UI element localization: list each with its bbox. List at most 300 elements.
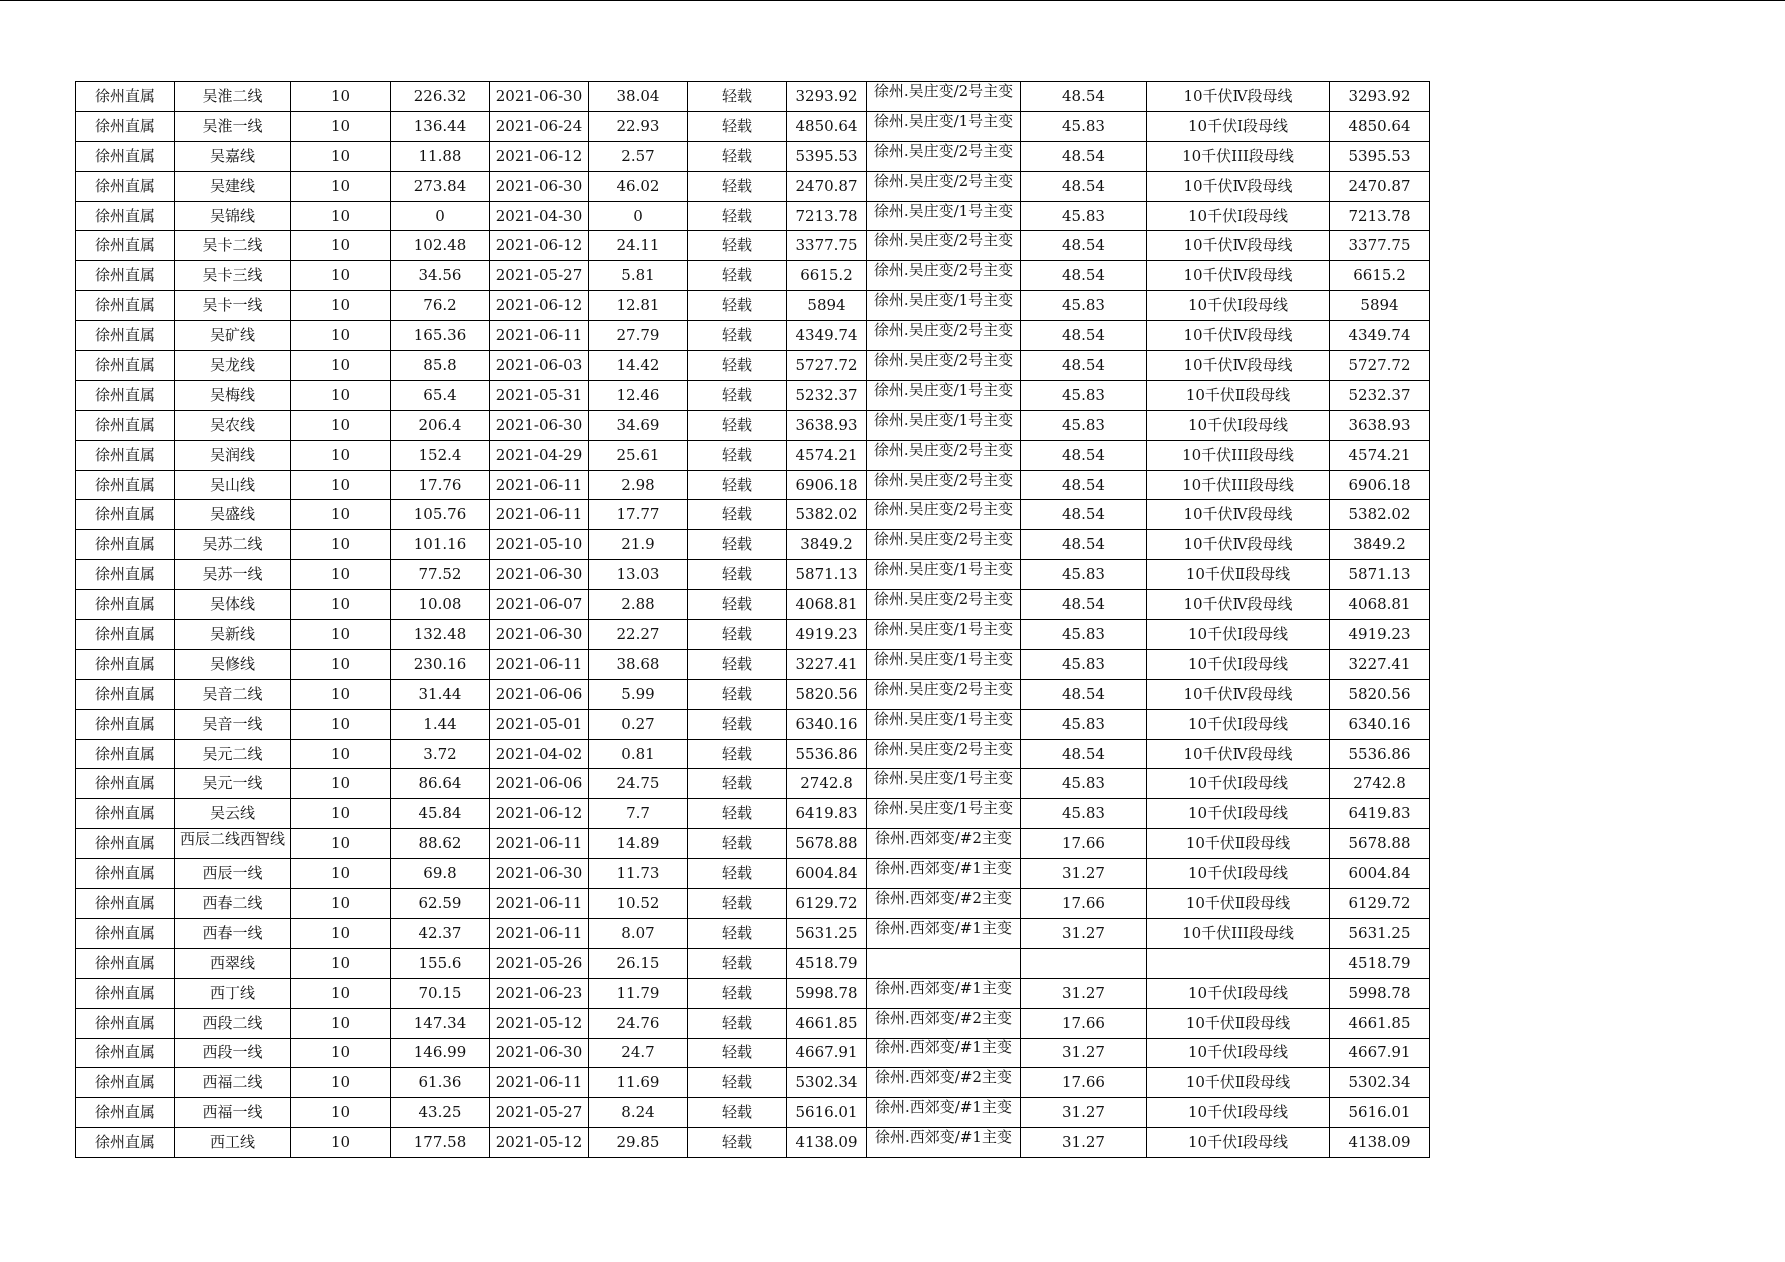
current-cell: 61.36 [391, 1068, 490, 1098]
capacity-cell: 5998.78 [787, 978, 867, 1008]
transformer-load-cell: 17.66 [1021, 1008, 1147, 1038]
status-cell: 轻载 [688, 709, 787, 739]
load-rate-cell: 0.81 [589, 739, 688, 769]
table-row [76, 380, 1430, 410]
date-cell: 2021-06-30 [490, 859, 589, 889]
table-row [76, 948, 1430, 978]
source-transformer-text: 徐州.吴庄变/1号主变 [873, 620, 1014, 638]
source-transformer-cell [867, 560, 1021, 590]
table-row [76, 321, 1430, 351]
capacity-cell: 5302.34 [787, 1068, 867, 1098]
source-transformer-cell [867, 231, 1021, 261]
line-name-cell: 西春一线 [175, 918, 291, 948]
company-cell: 徐州直属 [76, 679, 175, 709]
current-cell: 1.44 [391, 709, 490, 739]
available-capacity-cell: 5616.01 [1330, 1098, 1430, 1128]
current-cell: 165.36 [391, 321, 490, 351]
transformer-load-cell: 45.83 [1021, 111, 1147, 141]
line-name-cell: 吴元一线 [175, 769, 291, 799]
busbar-cell: 10千伏Ⅳ段母线 [1147, 171, 1330, 201]
voltage-cell: 10 [291, 321, 391, 351]
company-cell: 徐州直属 [76, 829, 175, 859]
capacity-cell: 3638.93 [787, 410, 867, 440]
busbar-cell: 10千伏Ⅱ段母线 [1147, 889, 1330, 919]
transformer-load-cell: 31.27 [1021, 1098, 1147, 1128]
voltage-cell: 10 [291, 1038, 391, 1068]
load-rate-cell: 24.76 [589, 1008, 688, 1038]
table-row [76, 1038, 1430, 1068]
available-capacity-cell: 5302.34 [1330, 1068, 1430, 1098]
current-cell: 31.44 [391, 679, 490, 709]
current-cell: 152.4 [391, 440, 490, 470]
busbar-cell: 10千伏Ⅳ段母线 [1147, 530, 1330, 560]
date-cell: 2021-05-01 [490, 709, 589, 739]
date-cell: 2021-06-30 [490, 410, 589, 440]
source-transformer-cell [867, 1068, 1021, 1098]
capacity-cell: 5395.53 [787, 141, 867, 171]
capacity-cell: 5871.13 [787, 560, 867, 590]
line-name-cell: 吴农线 [175, 410, 291, 440]
status-cell: 轻载 [688, 201, 787, 231]
voltage-cell: 10 [291, 918, 391, 948]
line-name-cell: 吴盛线 [175, 500, 291, 530]
transformer-load-cell: 17.66 [1021, 889, 1147, 919]
current-cell: 85.8 [391, 351, 490, 381]
table-row [76, 201, 1430, 231]
status-cell: 轻载 [688, 82, 787, 112]
line-name-cell: 吴音一线 [175, 709, 291, 739]
available-capacity-cell: 7213.78 [1330, 201, 1430, 231]
company-cell: 徐州直属 [76, 1008, 175, 1038]
date-cell: 2021-05-26 [490, 948, 589, 978]
status-cell: 轻载 [688, 171, 787, 201]
source-transformer-cell [867, 799, 1021, 829]
status-cell: 轻载 [688, 859, 787, 889]
table-row [76, 709, 1430, 739]
current-cell: 45.84 [391, 799, 490, 829]
source-transformer-cell [867, 829, 1021, 859]
date-cell: 2021-06-30 [490, 620, 589, 650]
busbar-cell: 10千伏Ⅳ段母线 [1147, 500, 1330, 530]
load-rate-cell: 0.27 [589, 709, 688, 739]
table-row [76, 470, 1430, 500]
source-transformer-text: 徐州.吴庄变/2号主变 [873, 441, 1014, 459]
source-transformer-text: 徐州.吴庄变/2号主变 [873, 232, 1014, 250]
available-capacity-cell: 6906.18 [1330, 470, 1430, 500]
current-cell: 101.16 [391, 530, 490, 560]
table-row [76, 171, 1430, 201]
table-row [76, 141, 1430, 171]
capacity-cell: 6906.18 [787, 470, 867, 500]
line-name-cell: 吴嘉线 [175, 141, 291, 171]
source-transformer-text: 徐州.吴庄变/1号主变 [873, 292, 1014, 310]
company-cell: 徐州直属 [76, 978, 175, 1008]
source-transformer-text: 徐州.西郊变/#1主变 [875, 919, 1012, 937]
voltage-cell: 10 [291, 948, 391, 978]
line-name-cell: 吴苏二线 [175, 530, 291, 560]
voltage-cell: 10 [291, 141, 391, 171]
source-transformer-cell [867, 1098, 1021, 1128]
available-capacity-cell: 4574.21 [1330, 440, 1430, 470]
source-transformer-cell [867, 201, 1021, 231]
date-cell: 2021-05-12 [490, 1008, 589, 1038]
load-rate-cell: 46.02 [589, 171, 688, 201]
transformer-load-cell: 48.54 [1021, 440, 1147, 470]
source-transformer-cell [867, 261, 1021, 291]
capacity-cell: 5536.86 [787, 739, 867, 769]
company-cell: 徐州直属 [76, 918, 175, 948]
capacity-cell: 5382.02 [787, 500, 867, 530]
status-cell: 轻载 [688, 769, 787, 799]
capacity-cell: 6129.72 [787, 889, 867, 919]
available-capacity-cell: 4850.64 [1330, 111, 1430, 141]
voltage-cell: 10 [291, 470, 391, 500]
available-capacity-cell: 4667.91 [1330, 1038, 1430, 1068]
status-cell: 轻载 [688, 111, 787, 141]
source-transformer-text: 徐州.吴庄变/1号主变 [873, 650, 1014, 668]
table-row [76, 231, 1430, 261]
source-transformer-cell [867, 440, 1021, 470]
capacity-cell: 5616.01 [787, 1098, 867, 1128]
busbar-cell: 10千伏Ⅰ段母线 [1147, 1128, 1330, 1158]
transformer-load-cell: 48.54 [1021, 231, 1147, 261]
status-cell: 轻载 [688, 799, 787, 829]
load-rate-cell: 14.42 [589, 351, 688, 381]
source-transformer-cell [867, 410, 1021, 440]
transformer-load-cell: 45.83 [1021, 201, 1147, 231]
transformer-load-cell: 31.27 [1021, 1128, 1147, 1158]
company-cell: 徐州直属 [76, 948, 175, 978]
voltage-cell: 10 [291, 620, 391, 650]
company-cell: 徐州直属 [76, 769, 175, 799]
load-rate-cell: 8.07 [589, 918, 688, 948]
line-name-cell: 吴新线 [175, 620, 291, 650]
company-cell: 徐州直属 [76, 141, 175, 171]
company-cell: 徐州直属 [76, 739, 175, 769]
busbar-cell: 10千伏Ⅰ段母线 [1147, 709, 1330, 739]
load-rate-cell: 2.88 [589, 590, 688, 620]
status-cell: 轻载 [688, 500, 787, 530]
available-capacity-cell: 6615.2 [1330, 261, 1430, 291]
company-cell: 徐州直属 [76, 500, 175, 530]
company-cell: 徐州直属 [76, 201, 175, 231]
company-cell: 徐州直属 [76, 649, 175, 679]
available-capacity-cell: 4661.85 [1330, 1008, 1430, 1038]
source-transformer-text: 徐州.吴庄变/1号主变 [873, 770, 1014, 788]
available-capacity-cell: 3227.41 [1330, 649, 1430, 679]
source-transformer-cell [867, 769, 1021, 799]
company-cell: 徐州直属 [76, 410, 175, 440]
source-transformer-text: 徐州.吴庄变/1号主变 [873, 411, 1014, 429]
company-cell: 徐州直属 [76, 231, 175, 261]
status-cell: 轻载 [688, 410, 787, 440]
current-cell: 10.08 [391, 590, 490, 620]
load-rate-cell: 2.57 [589, 141, 688, 171]
load-rate-cell: 11.79 [589, 978, 688, 1008]
line-name-cell: 吴润线 [175, 440, 291, 470]
voltage-cell: 10 [291, 978, 391, 1008]
source-transformer-cell [867, 649, 1021, 679]
company-cell: 徐州直属 [76, 440, 175, 470]
capacity-cell: 3377.75 [787, 231, 867, 261]
transformer-load-cell: 31.27 [1021, 859, 1147, 889]
source-transformer-text: 徐州.吴庄变/2号主变 [873, 322, 1014, 340]
status-cell: 轻载 [688, 739, 787, 769]
date-cell: 2021-06-30 [490, 1038, 589, 1068]
date-cell: 2021-06-30 [490, 560, 589, 590]
table-row [76, 351, 1430, 381]
busbar-cell: 10千伏Ⅱ段母线 [1147, 380, 1330, 410]
available-capacity-cell: 4138.09 [1330, 1128, 1430, 1158]
source-transformer-cell [867, 1038, 1021, 1068]
table-row [76, 978, 1430, 1008]
voltage-cell: 10 [291, 560, 391, 590]
busbar-cell: 10千伏Ⅳ段母线 [1147, 679, 1330, 709]
available-capacity-cell: 6129.72 [1330, 889, 1430, 919]
busbar-cell: 10千伏Ⅰ段母线 [1147, 291, 1330, 321]
current-cell: 105.76 [391, 500, 490, 530]
capacity-cell: 6340.16 [787, 709, 867, 739]
transformer-load-cell: 48.54 [1021, 590, 1147, 620]
current-cell: 0 [391, 201, 490, 231]
available-capacity-cell: 5727.72 [1330, 351, 1430, 381]
voltage-cell: 10 [291, 380, 391, 410]
load-rate-cell: 5.99 [589, 679, 688, 709]
available-capacity-cell: 2470.87 [1330, 171, 1430, 201]
date-cell: 2021-05-27 [490, 1098, 589, 1128]
current-cell: 273.84 [391, 171, 490, 201]
table-row [76, 1098, 1430, 1128]
date-cell: 2021-06-11 [490, 321, 589, 351]
line-name-cell: 吴梅线 [175, 380, 291, 410]
available-capacity-cell: 4068.81 [1330, 590, 1430, 620]
transformer-load-cell: 48.54 [1021, 351, 1147, 381]
capacity-cell: 5678.88 [787, 829, 867, 859]
source-transformer-text: 徐州.吴庄变/2号主变 [873, 591, 1014, 609]
company-cell: 徐州直属 [76, 799, 175, 829]
date-cell: 2021-06-12 [490, 291, 589, 321]
busbar-cell: 10千伏Ⅰ段母线 [1147, 620, 1330, 650]
busbar-cell: 10千伏III段母线 [1147, 918, 1330, 948]
available-capacity-cell: 3293.92 [1330, 82, 1430, 112]
date-cell: 2021-06-23 [490, 978, 589, 1008]
voltage-cell: 10 [291, 261, 391, 291]
date-cell: 2021-06-30 [490, 171, 589, 201]
voltage-cell: 10 [291, 709, 391, 739]
line-name-cell: 吴锦线 [175, 201, 291, 231]
line-name-cell: 吴体线 [175, 590, 291, 620]
current-cell: 226.32 [391, 82, 490, 112]
capacity-cell: 5232.37 [787, 380, 867, 410]
company-cell: 徐州直属 [76, 261, 175, 291]
capacity-cell: 5894 [787, 291, 867, 321]
busbar-cell: 10千伏Ⅰ段母线 [1147, 1038, 1330, 1068]
line-name-cell: 西辰一线 [175, 859, 291, 889]
date-cell: 2021-06-24 [490, 111, 589, 141]
current-cell: 62.59 [391, 889, 490, 919]
date-cell: 2021-04-02 [490, 739, 589, 769]
source-transformer-cell [867, 709, 1021, 739]
table-row [76, 261, 1430, 291]
capacity-cell: 4661.85 [787, 1008, 867, 1038]
date-cell: 2021-06-11 [490, 470, 589, 500]
line-name-cell: 吴矿线 [175, 321, 291, 351]
busbar-cell: 10千伏Ⅳ段母线 [1147, 590, 1330, 620]
capacity-cell: 4574.21 [787, 440, 867, 470]
table-row [76, 889, 1430, 919]
busbar-cell [1147, 948, 1330, 978]
busbar-cell: 10千伏Ⅳ段母线 [1147, 321, 1330, 351]
voltage-cell: 10 [291, 859, 391, 889]
source-transformer-text: 徐州.吴庄变/2号主变 [873, 142, 1014, 160]
capacity-cell: 5727.72 [787, 351, 867, 381]
transformer-load-cell: 45.83 [1021, 709, 1147, 739]
transformer-load-cell: 48.54 [1021, 530, 1147, 560]
company-cell: 徐州直属 [76, 1098, 175, 1128]
status-cell: 轻载 [688, 948, 787, 978]
date-cell: 2021-06-06 [490, 679, 589, 709]
source-transformer-text: 徐州.西郊变/#1主变 [875, 979, 1012, 997]
voltage-cell: 10 [291, 590, 391, 620]
current-cell: 177.58 [391, 1128, 490, 1158]
status-cell: 轻载 [688, 321, 787, 351]
date-cell: 2021-06-03 [490, 351, 589, 381]
load-rate-cell: 0 [589, 201, 688, 231]
source-transformer-text: 徐州.吴庄变/1号主变 [873, 202, 1014, 220]
status-cell: 轻载 [688, 231, 787, 261]
company-cell: 徐州直属 [76, 291, 175, 321]
transformer-load-cell: 48.54 [1021, 82, 1147, 112]
date-cell: 2021-05-10 [490, 530, 589, 560]
capacity-cell: 5631.25 [787, 918, 867, 948]
source-transformer-cell [867, 470, 1021, 500]
load-rate-cell: 14.89 [589, 829, 688, 859]
company-cell: 徐州直属 [76, 1038, 175, 1068]
source-transformer-text: 徐州.西郊变/#1主变 [875, 1099, 1012, 1117]
busbar-cell: 10千伏Ⅱ段母线 [1147, 560, 1330, 590]
status-cell: 轻载 [688, 261, 787, 291]
source-transformer-text: 徐州.西郊变/#1主变 [875, 1039, 1012, 1057]
source-transformer-text [869, 950, 1018, 977]
line-name-cell: 西福一线 [175, 1098, 291, 1128]
load-rate-cell: 27.79 [589, 321, 688, 351]
voltage-cell: 10 [291, 1098, 391, 1128]
load-rate-cell: 7.7 [589, 799, 688, 829]
load-rate-cell: 38.68 [589, 649, 688, 679]
source-transformer-cell [867, 889, 1021, 919]
company-cell: 徐州直属 [76, 1128, 175, 1158]
load-rate-cell: 8.24 [589, 1098, 688, 1128]
date-cell: 2021-06-11 [490, 649, 589, 679]
current-cell: 69.8 [391, 859, 490, 889]
transformer-load-cell [1021, 948, 1147, 978]
capacity-cell: 4068.81 [787, 590, 867, 620]
line-name-cell: 吴云线 [175, 799, 291, 829]
voltage-cell: 10 [291, 799, 391, 829]
current-cell: 132.48 [391, 620, 490, 650]
table-row [76, 590, 1430, 620]
transformer-load-cell: 48.54 [1021, 171, 1147, 201]
status-cell: 轻载 [688, 470, 787, 500]
transformer-load-cell: 45.83 [1021, 560, 1147, 590]
transformer-load-cell: 48.54 [1021, 321, 1147, 351]
status-cell: 轻载 [688, 1008, 787, 1038]
source-transformer-cell [867, 141, 1021, 171]
line-name-cell: 吴卡二线 [175, 231, 291, 261]
busbar-cell: 10千伏Ⅰ段母线 [1147, 649, 1330, 679]
source-transformer-text: 徐州.西郊变/#2主变 [875, 830, 1012, 848]
source-transformer-text: 徐州.吴庄变/2号主变 [873, 351, 1014, 369]
available-capacity-cell: 6419.83 [1330, 799, 1430, 829]
load-rate-cell: 21.9 [589, 530, 688, 560]
company-cell: 徐州直属 [76, 560, 175, 590]
capacity-cell: 6419.83 [787, 799, 867, 829]
source-transformer-text: 徐州.吴庄变/1号主变 [873, 800, 1014, 818]
current-cell: 43.25 [391, 1098, 490, 1128]
date-cell: 2021-04-30 [490, 201, 589, 231]
busbar-cell: 10千伏Ⅰ段母线 [1147, 410, 1330, 440]
transformer-load-cell: 45.83 [1021, 291, 1147, 321]
table-row [76, 918, 1430, 948]
load-rate-cell: 12.81 [589, 291, 688, 321]
date-cell: 2021-06-11 [490, 1068, 589, 1098]
table-row [76, 739, 1430, 769]
date-cell: 2021-04-29 [490, 440, 589, 470]
source-transformer-text: 徐州.吴庄变/2号主变 [873, 172, 1014, 190]
current-cell: 88.62 [391, 829, 490, 859]
line-name-cell: 西工线 [175, 1128, 291, 1158]
load-rate-cell: 11.69 [589, 1068, 688, 1098]
table-row [76, 530, 1430, 560]
load-rate-cell: 22.93 [589, 111, 688, 141]
voltage-cell: 10 [291, 1128, 391, 1158]
company-cell: 徐州直属 [76, 1068, 175, 1098]
company-cell: 徐州直属 [76, 889, 175, 919]
transformer-load-cell: 48.54 [1021, 470, 1147, 500]
source-transformer-cell [867, 590, 1021, 620]
date-cell: 2021-05-27 [490, 261, 589, 291]
available-capacity-cell: 5631.25 [1330, 918, 1430, 948]
busbar-cell: 10千伏Ⅱ段母线 [1147, 1068, 1330, 1098]
capacity-cell: 7213.78 [787, 201, 867, 231]
current-cell: 206.4 [391, 410, 490, 440]
date-cell: 2021-06-07 [490, 590, 589, 620]
source-transformer-text: 徐州.吴庄变/2号主变 [873, 740, 1014, 758]
source-transformer-text: 徐州.吴庄变/1号主变 [873, 561, 1014, 579]
load-rate-cell: 22.27 [589, 620, 688, 650]
date-cell: 2021-05-12 [490, 1128, 589, 1158]
status-cell: 轻载 [688, 829, 787, 859]
capacity-cell: 3227.41 [787, 649, 867, 679]
available-capacity-cell: 5678.88 [1330, 829, 1430, 859]
status-cell: 轻载 [688, 380, 787, 410]
source-transformer-text: 徐州.西郊变/#1主变 [875, 860, 1012, 878]
table-row [76, 1068, 1430, 1098]
transformer-load-cell: 17.66 [1021, 1068, 1147, 1098]
transformer-load-cell: 45.83 [1021, 769, 1147, 799]
busbar-cell: 10千伏Ⅰ段母线 [1147, 111, 1330, 141]
source-transformer-cell [867, 530, 1021, 560]
current-cell: 146.99 [391, 1038, 490, 1068]
line-name-cell: 吴山线 [175, 470, 291, 500]
voltage-cell: 10 [291, 679, 391, 709]
busbar-cell: 10千伏III段母线 [1147, 470, 1330, 500]
busbar-cell: 10千伏Ⅱ段母线 [1147, 1008, 1330, 1038]
available-capacity-cell: 2742.8 [1330, 769, 1430, 799]
available-capacity-cell: 4919.23 [1330, 620, 1430, 650]
busbar-cell: 10千伏Ⅳ段母线 [1147, 351, 1330, 381]
table-row [76, 679, 1430, 709]
